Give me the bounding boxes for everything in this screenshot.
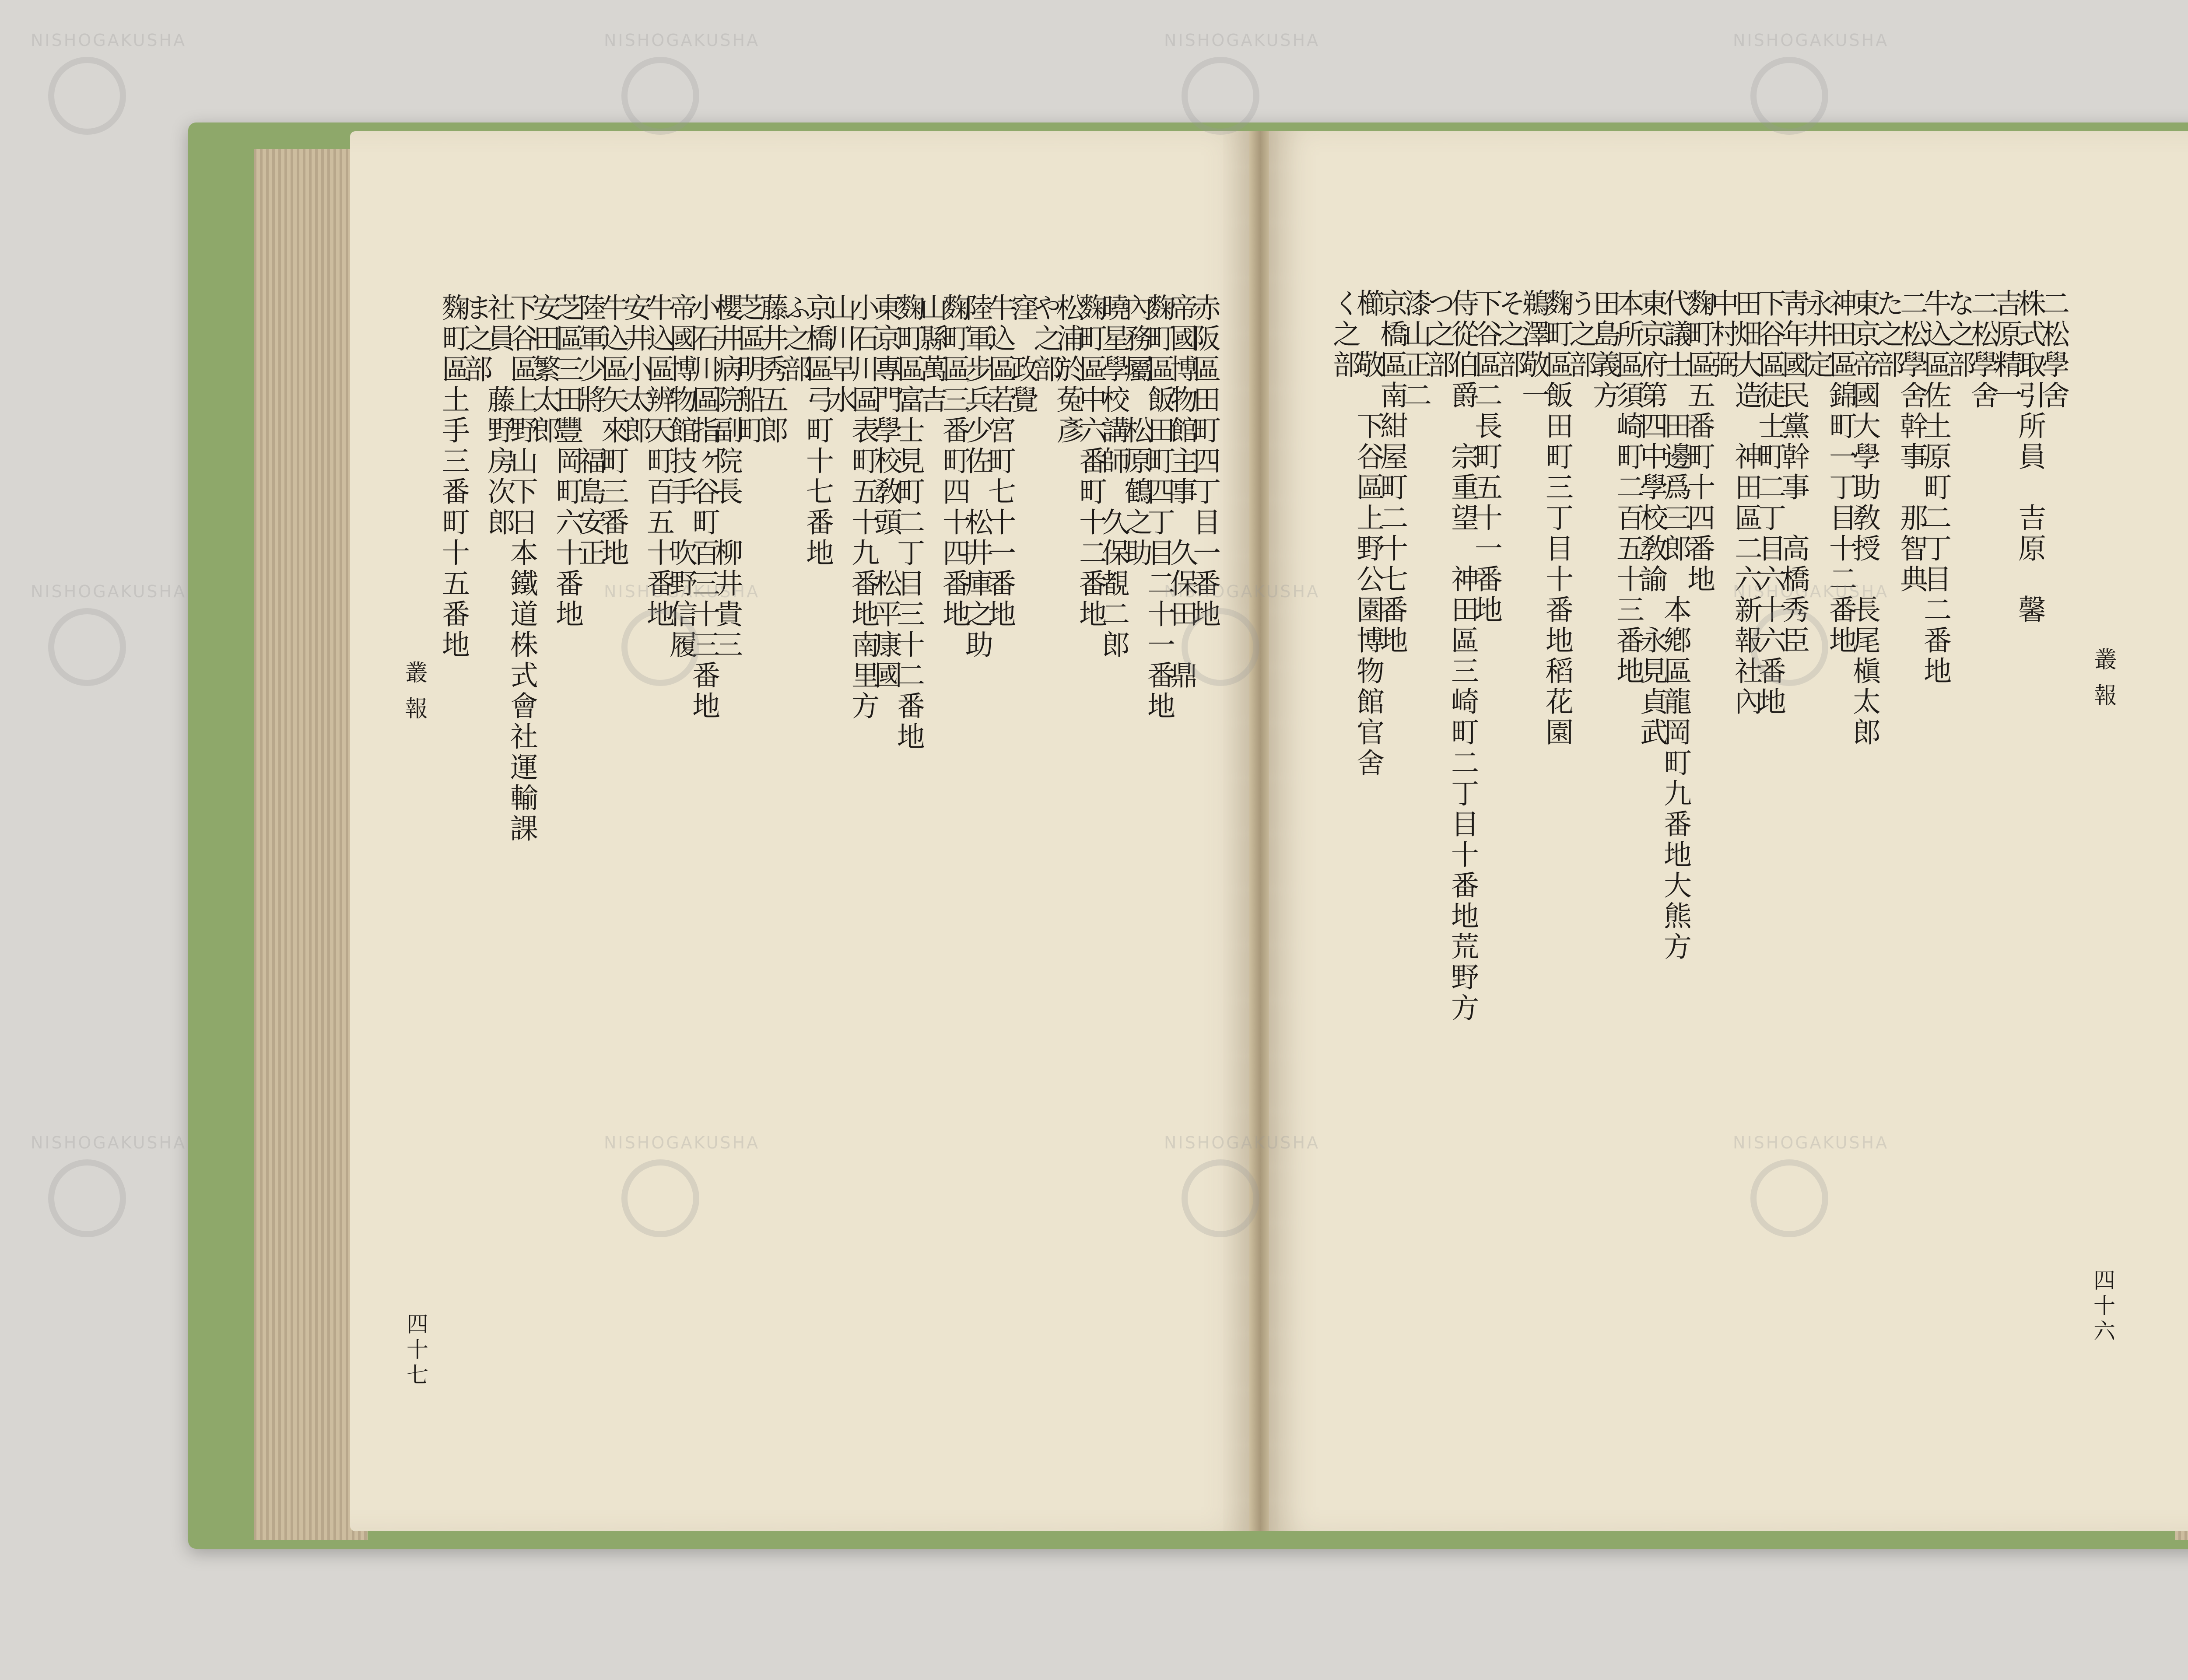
text-column: 社員 藤野房次郎	[483, 293, 515, 538]
text-column: 下谷區上野山下日本鐵道株式會社運輸課	[505, 293, 538, 844]
text-column: つ之部	[1423, 289, 1455, 381]
text-column: 侍從伯爵 宗重望 神田區三崎町二丁目十番地荒野方	[1446, 289, 1479, 1024]
watermark-logo	[48, 608, 126, 686]
watermark-text: NISHOGAKUSHA	[1164, 31, 1320, 50]
watermark-logo	[621, 608, 699, 686]
text-column: 中村弼	[1706, 289, 1739, 381]
text-column: 京橋區弓町十七番地	[801, 293, 834, 569]
watermark-text: NISHOGAKUSHA	[1733, 31, 1889, 50]
watermark-text: NISHOGAKUSHA	[604, 31, 760, 50]
text-column: 松浦於菟彥	[1052, 293, 1084, 446]
watermark-logo	[621, 57, 699, 135]
watermark-text: NISHOGAKUSHA	[1164, 1133, 1320, 1152]
text-column: く之部	[1328, 289, 1360, 381]
watermark-logo	[1750, 57, 1828, 135]
text-column: 櫻井病院副院長 柳井貴三	[710, 293, 743, 661]
text-column: や之部	[1029, 293, 1061, 385]
watermark-logo	[1182, 57, 1259, 135]
text-column: 藤井秀五郎	[756, 293, 788, 446]
text-column: 麴町區中六番町十二番地	[1074, 293, 1107, 630]
text-column: 靑年國民黨幹事 高橋秀臣	[1777, 289, 1809, 656]
text-column: 東京專門學校敎頭 松平康國	[870, 293, 902, 691]
text-column: 本所區須崎町二百五十三番地	[1612, 289, 1644, 687]
text-column: 窪 政覺	[1006, 293, 1038, 416]
text-column: 麴町區土手三番町十五番地	[437, 293, 470, 661]
watermark-logo	[1182, 1159, 1259, 1237]
text-column: た之部	[1872, 289, 1904, 381]
text-column: 牛込區若宮町七十一番地	[983, 293, 1016, 630]
text-column: 曉星學校講師 久保覩二郎	[1097, 293, 1129, 661]
watermark-logo	[621, 1159, 699, 1237]
text-column: 牛込區辨天町百五十番地	[642, 293, 674, 630]
right-folio: 四十六	[2090, 1269, 2115, 1345]
text-column: 山川早水	[824, 293, 856, 416]
text-column: ふ之部	[778, 293, 811, 385]
text-column: 麴町區飯田町三丁目十番地稻花園	[1541, 289, 1573, 748]
watermark-text: NISHOGAKUSHA	[604, 582, 760, 601]
text-column: 二松學舍	[1966, 289, 1999, 411]
left-folio: 四十七	[403, 1312, 428, 1389]
watermark-text: NISHOGAKUSHA	[31, 31, 187, 50]
text-column: 京橋區南紺屋町二十七番地	[1375, 289, 1408, 656]
text-column: 小石川區指ヶ谷町百三十三番地	[687, 293, 720, 722]
watermark-logo	[1182, 608, 1259, 686]
text-column: 小石川區表町五十九番地南里方	[847, 293, 879, 722]
text-column: 二松學舍幹事 那智典	[1895, 289, 1928, 595]
text-column: 安井小太郎	[619, 293, 652, 446]
text-column: ま之部	[460, 293, 492, 385]
text-column: 鵜澤敬一	[1517, 289, 1550, 411]
text-column: 陸軍步兵少佐 松井庫之助	[961, 293, 993, 661]
watermark-logo	[48, 1159, 126, 1237]
text-column: な之部	[1943, 289, 1975, 381]
text-column: 赤阪區田町四丁目一番地	[1188, 293, 1220, 630]
text-column: 東京帝國大學助敎授 長尾槇太郎	[1848, 289, 1880, 748]
left-page	[350, 131, 1252, 1531]
text-column: 陸軍少將 福島安正	[574, 293, 606, 569]
left-running-header: 叢報	[401, 661, 427, 732]
text-column: 牛込區矢來町三番地	[596, 293, 629, 569]
text-column: 帝國博物館技手 吹野信履	[665, 293, 697, 661]
text-column: 麴町區五番町十四番地	[1683, 289, 1715, 595]
watermark-text: NISHOGAKUSHA	[31, 1133, 187, 1152]
text-column: そ之部	[1494, 289, 1526, 381]
text-column: 下谷區二長町五十一番地	[1470, 289, 1502, 626]
watermark-logo	[48, 57, 126, 135]
watermark-text: NISHOGAKUSHA	[31, 582, 187, 601]
watermark-text: NISHOGAKUSHA	[604, 1133, 760, 1152]
watermark-logo	[1750, 1159, 1828, 1237]
text-column: 麴町區三番町四十四番地	[938, 293, 970, 630]
text-column: 牛込區佐土原町二丁目二番地	[1919, 289, 1951, 687]
text-column: 田畑大造 神田區二六新報社內	[1730, 289, 1762, 718]
text-column: 內務屬 松原鶴之助	[1120, 293, 1152, 569]
text-column: 東京府第四中學校敎諭 永見貞武	[1635, 289, 1668, 748]
text-column: 永井定	[1801, 289, 1833, 381]
text-column: 下谷區徒士町二丁目六十六番地	[1753, 289, 1786, 718]
watermark-text: NISHOGAKUSHA	[1733, 582, 1889, 601]
right-page	[1269, 131, 2188, 1531]
text-column: 山縣萬吉	[915, 293, 947, 416]
text-column: 田島義方	[1588, 289, 1620, 411]
text-column: 神田區錦町一丁目十二番地	[1824, 289, 1857, 656]
text-column: 二松學舍	[2037, 289, 2069, 411]
text-column: 帝國博物館主事 久保田 鼎	[1165, 293, 1198, 691]
text-column: 芝區三田豐岡町六十番地	[551, 293, 583, 630]
watermark-text: NISHOGAKUSHA	[1164, 582, 1320, 601]
text-column: 芝區明船町	[733, 293, 765, 446]
text-column: 麴町區飯田町四丁目二十一番地	[1143, 293, 1175, 722]
gutter	[1249, 131, 1271, 1531]
text-column: 代議士 田邊爲三郎 本鄕區龍岡町九番地大熊方	[1659, 289, 1691, 962]
text-column: 麴町區富士見町二丁目三十二番地	[892, 293, 925, 752]
right-running-header: 叢報	[2090, 648, 2116, 719]
watermark-text: NISHOGAKUSHA	[1733, 1133, 1889, 1152]
watermark-logo	[1750, 608, 1828, 686]
text-column: 櫛 敬 下谷區上野公園博物館官舍	[1352, 289, 1384, 779]
text-column: 株式取引所員 吉原 馨	[2013, 289, 2046, 626]
text-column: 吉原精一	[1990, 289, 2022, 411]
text-column: 安田繁太郎	[528, 293, 561, 446]
text-column: う之部	[1564, 289, 1597, 381]
text-column: 漆山正二	[1399, 289, 1431, 411]
